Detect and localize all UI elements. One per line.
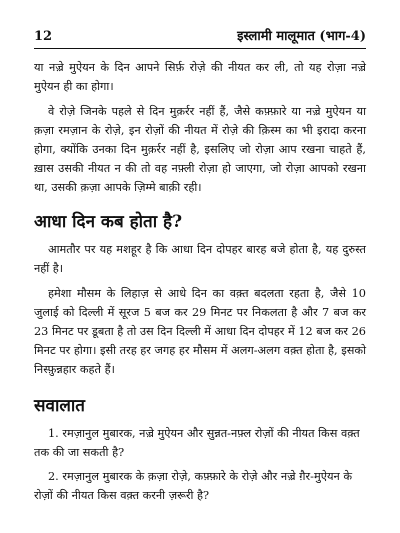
header-divider — [34, 48, 366, 49]
paragraph-intro: या नज़्रे मुऐयन के दिन आपने सिर्फ़ रोज़े की नीयत कर ली, तो यह रोज़ा नज़्रे मुऐयन ही का होगा। — [34, 61, 366, 93]
section-heading-half-day: आधा दिन कब होता है? — [34, 212, 183, 232]
question-item: 2. रमज़ानुल मुबारक के क़ज़ा रोज़े, कफ़्फ़ारे के रोज़े और नज़्रे ग़ैर-मुऐयन के रोज़ों की नीयत किस वक़्त करनी ज़रूरी है? — [34, 470, 353, 502]
page-number: 12 — [34, 29, 53, 44]
question-item: 1. रमज़ानुल मुबारक, नज़्रे मुऐयन और सुन्नत-नफ़्ल रोज़ों की नीयत किस वक़्त तक की जा सकती है? — [34, 427, 360, 459]
paragraph-half-day-1: आमतौर पर यह मशहूर है कि आधा दिन दोपहर बारह बजे होता है, यह दुरुस्त नहीं है। — [34, 243, 366, 275]
book-title: इस्लामी मालूमात (भाग-4) — [237, 29, 366, 44]
paragraph-main: वे रोज़े जिनके पहले से दिन मुक़र्रर नहीं हैं, जैसे कफ़्फ़ारे या नज़्रे मुऐयन या क़ज़ा रमज़ान के रोज़े, इन रोज़ों की नीयत में रोज़े की क़िस्म का भी इरादा करना होगा, क्योंकि उनका दिन मुक़र्रर नहीं है, इसलिए जो रोज़ा आप रखना चाहते हैं, ख़ास उसकी नीयत न की तो वह नफ़्ली रोज़ा हो जाएगा, जो रोज़ा आपको रखना था, उसकी क़ज़ा आपके ज़िम्मे बाक़ी रही। — [34, 105, 366, 194]
section-heading-questions: सवालात — [34, 396, 85, 416]
page-header — [34, 26, 366, 44]
paragraph-half-day-2: हमेशा मौसम के लिहाज़ से आधे दिन का वक़्त बदलता रहता है, जैसे 10 जुलाई को दिल्ली में सूरज 5 बज कर 29 मिनट पर निकलता है और 7 बज कर 23 मिनट पर डूबता है तो उस दिन दिल्ली में आधा दिन दोपहर में 12 बज कर 26 मिनट पर होगा। इसी तरह हर जगह हर मौसम में अलग-अलग वक़्त होता है, इसको निस्फ़ुन्नहार कहते हैं। — [34, 287, 366, 376]
